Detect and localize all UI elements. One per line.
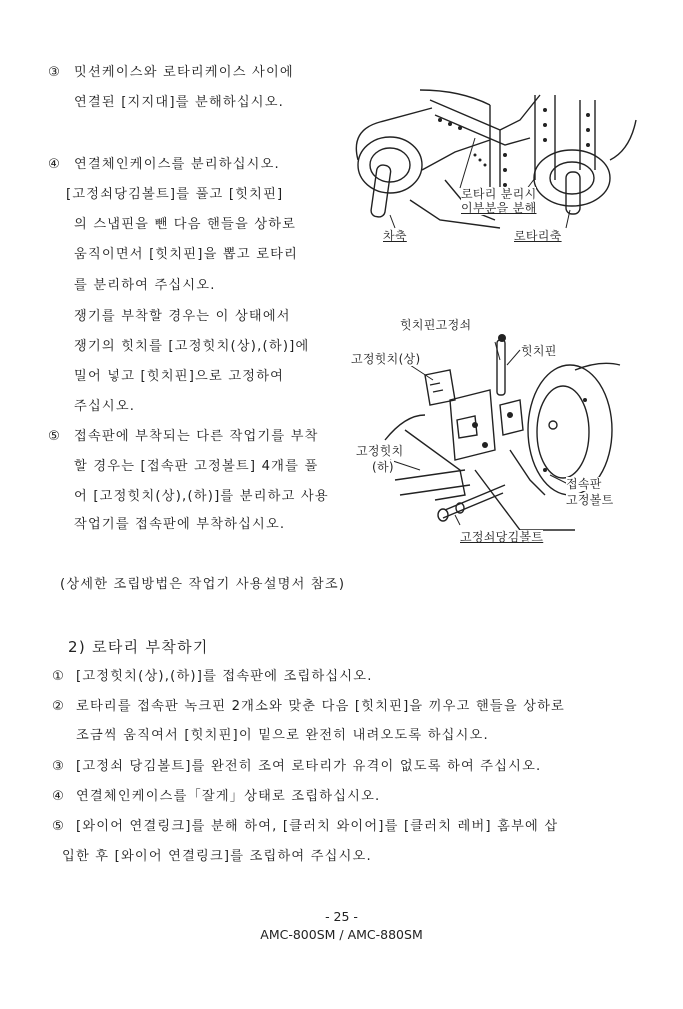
figure2-label-pin-fix: 힛치핀고정쇠 <box>400 318 472 332</box>
page-number: - 25 - <box>325 909 358 924</box>
step-3-line-1: [고정쇠 당김볼트]를 완전히 조여 로타리가 유격이 없도록 하여 주십시오. <box>76 759 542 774</box>
item-4-line-8: 밀어 넣고 [힛치핀]으로 고정하여 <box>74 369 285 384</box>
figure1-label-rotary-axle: 로타리축 <box>514 229 562 243</box>
note: (상세한 조립방법은 작업기 사용설명서 참조) <box>60 577 346 592</box>
figure2-label-plate-bolt: 고정볼트 <box>566 493 614 507</box>
item-4-line-5: 를 분리하여 주십시오. <box>74 278 216 293</box>
item-3-number: ③ <box>48 65 62 80</box>
item-5-line-1: 접속판에 부착되는 다른 작업기를 부착 <box>74 429 319 444</box>
step-5-line-1: [와이어 연결링크]를 분해 하여, [클러치 와이어]를 [클러치 레버] 홈부에 삽 <box>76 819 559 834</box>
figure2-label-plate: 접속판 <box>566 477 602 491</box>
step-1-line-1: [고정힛치(상),(하)]를 접속판에 조립하십시오. <box>76 669 373 684</box>
figure2-label-bolt: 고정쇠당김볼트 <box>460 530 544 544</box>
item-4-line-3: 의 스냅핀을 뺀 다음 핸들을 상하로 <box>74 217 297 232</box>
figure2-label-pin: 힛치핀 <box>521 344 557 358</box>
figure1-label-split: 로타리 분리시 <box>461 187 537 201</box>
step-2-line-2: 조금씩 움직여서 [힛치핀]이 밑으로 완전히 내려오도록 하십시오. <box>76 728 489 743</box>
step-5-line-2: 입한 후 [와이어 연결링크]를 조립하여 주십시오. <box>62 849 372 864</box>
item-4-line-6: 쟁기를 부착할 경우는 이 상태에서 <box>74 309 291 324</box>
item-3-line-1: 밋션케이스와 로타리케이스 사이에 <box>74 65 294 80</box>
step-3-number: ③ <box>52 759 66 774</box>
model-name: AMC-800SM / AMC-880SM <box>260 927 423 942</box>
item-3-line-2: 연결된 [지지대]를 분해하십시오. <box>74 95 285 110</box>
item-5-line-2: 할 경우는 [접속판 고정볼트] 4개를 풀 <box>74 459 319 474</box>
step-5-number: ⑤ <box>52 819 66 834</box>
figure2-label-lower-hitch-sub: (하) <box>372 460 394 474</box>
figure1-label-axle: 차축 <box>383 229 407 243</box>
step-2-line-1: 로타리를 접속판 녹크핀 2개소와 맞춘 다음 [힛치핀]을 끼우고 핸들을 상하로 <box>76 699 565 714</box>
step-4-line-1: 연결체인케이스를「잘게」상태로 조립하십시오. <box>76 789 381 804</box>
item-5-line-4: 작업기를 접속판에 부착하십시오. <box>74 517 286 532</box>
item-4-line-1: 연결체인케이스를 분리하십시오. <box>74 157 280 172</box>
item-4-line-4: 움직이면서 [힛치핀]을 뽑고 로타리 <box>74 247 299 262</box>
item-4-line-7: 쟁기의 힛치를 [고정힛치(상),(하)]에 <box>74 339 310 354</box>
section-heading: 2) 로타리 부착하기 <box>68 638 209 656</box>
item-4-line-9: 주십시오. <box>74 399 136 414</box>
figure2-label-upper-hitch: 고정힛치(상) <box>351 352 421 366</box>
item-5-number: ⑤ <box>48 429 62 444</box>
figure2-label-lower-hitch: 고정힛치 <box>356 444 404 458</box>
item-4-number: ④ <box>48 157 62 172</box>
figure1-label-split2: 이부분을 분해 <box>461 201 537 215</box>
step-2-number: ② <box>52 699 66 714</box>
step-1-number: ① <box>52 669 66 684</box>
step-4-number: ④ <box>52 789 66 804</box>
item-4-line-2: [고정쇠당김볼트]를 풀고 [힛치핀] <box>66 187 284 202</box>
item-5-line-3: 어 [고정힛치(상),(하)]를 분리하고 사용 <box>74 489 329 504</box>
